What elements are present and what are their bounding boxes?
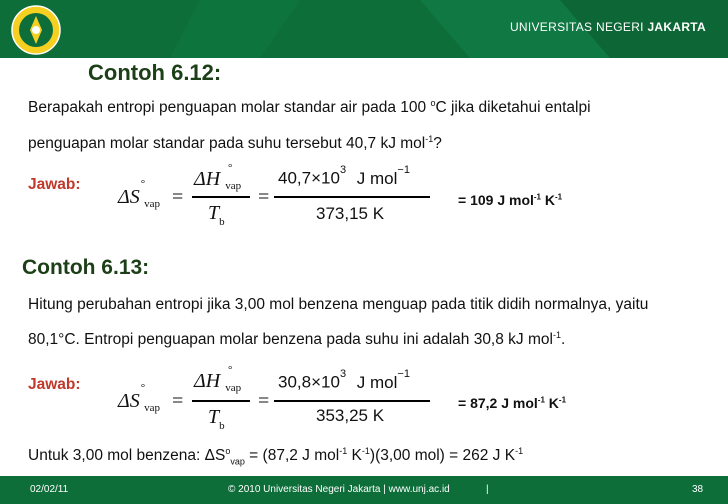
eq2-numerator-unit: J mol — [356, 372, 398, 392]
footer-separator: | — [486, 484, 489, 495]
example-2-title: Contoh 6.13: — [22, 256, 150, 279]
final-sup: o — [225, 446, 231, 456]
example-1-question-line-1 — [28, 98, 591, 117]
q1-text-b: C jika diketahui entalpi — [435, 99, 591, 117]
eq2-numerator-exp: 3 — [339, 368, 347, 380]
eq1-numerator — [278, 164, 410, 189]
final-sup2: -1 — [339, 446, 348, 456]
eq2-numerator — [278, 368, 410, 393]
final-sub: vap — [230, 456, 245, 467]
q1-line2-b: ? — [433, 135, 442, 153]
eq1-equals-2: = — [258, 186, 270, 208]
eq1-fraction-line-left — [192, 196, 250, 198]
eq2-result-sup1: -1 — [537, 395, 545, 405]
example-1-question-line-2 — [28, 134, 442, 153]
eq2-result-b: K — [544, 395, 559, 411]
final-b: = (87,2 J mol — [244, 447, 340, 465]
eq1-t-symbol: T — [208, 202, 220, 224]
footer-copyright: © 2010 Universitas Negeri Jakarta | www.unj.ac.id — [228, 484, 450, 495]
example-2-answer-label: Jawab: — [28, 376, 81, 393]
eq2-result-a: = 87,2 J mol — [458, 395, 538, 411]
final-d: )(3,00 mol) = 262 J K — [369, 447, 516, 465]
eq1-delta-s — [118, 178, 170, 210]
q2-line2-b: . — [560, 331, 566, 349]
eq1-numerator-value: 40,7×10 — [278, 168, 340, 188]
eq1-denominator: 373,15 K — [316, 204, 385, 223]
eq1-result-sup2: -1 — [555, 192, 563, 202]
eq1-dh-vap: vap — [225, 180, 242, 192]
q2-line2-sup: -1 — [552, 330, 561, 340]
q1-degree-sup: o — [430, 98, 436, 108]
eq2-dh-vap: vap — [225, 382, 242, 394]
example-1-title: Contoh 6.12: — [88, 60, 222, 85]
eq2-delta-s — [118, 382, 170, 414]
university-logo-icon — [2, 2, 72, 58]
eq1-result-sup1: -1 — [533, 192, 542, 202]
example-2-question-line-2 — [28, 330, 565, 349]
eq2-numerator-value: 30,8×10 — [278, 372, 340, 392]
eq1-dh-circle: ° — [228, 162, 233, 174]
header-banner — [0, 0, 728, 58]
q1-line2-sup: -1 — [425, 134, 434, 144]
eq2-t-sub-b: b — [219, 420, 225, 432]
eq2-dh-circle: ° — [228, 364, 233, 376]
footer-page-number: 38 — [692, 484, 704, 495]
eq2-t-symbol: T — [208, 406, 220, 428]
example-2-question-line-1: Hitung perubahan entropi jika 3,00 mol benzena menguap pada titik didih normalnya, yaitu — [28, 296, 649, 313]
eq1-ds-circle: ° — [140, 178, 146, 191]
eq1-tb — [208, 202, 225, 228]
eq1-delta-h-symbol: ΔH — [194, 168, 221, 190]
eq2-equals-2: = — [258, 390, 270, 412]
eq2-result — [458, 395, 566, 411]
eq1-numerator-exp: 3 — [339, 164, 347, 176]
eq1-numerator-unit-exp: −1 — [397, 164, 410, 176]
final-a: Untuk 3,00 mol benzena: ΔS — [28, 447, 226, 465]
eq1-equals-1: = — [172, 186, 184, 208]
university-name-bold: JAKARTA — [647, 20, 706, 34]
eq1-result-b: K — [541, 192, 556, 208]
eq1-delta-h — [194, 162, 242, 192]
eq2-delta-h — [194, 364, 242, 394]
final-sup4: -1 — [515, 446, 524, 456]
eq2-numerator-unit-exp: −1 — [397, 368, 410, 380]
footer-bar — [0, 476, 728, 504]
q2-line2-a: 80,1°C. Entropi penguapan molar benzena pada suhu ini adalah 30,8 kJ mol — [28, 331, 553, 349]
eq1-numerator-unit: J mol — [356, 168, 398, 188]
eq1-ds-vap: vap — [144, 198, 161, 210]
eq2-fraction-line-left — [192, 400, 250, 402]
university-name-regular: UNIVERSITAS NEGERI — [509, 20, 648, 34]
final-calculation — [28, 446, 523, 466]
eq2-delta-s-symbol: ΔS — [118, 390, 140, 412]
q1-text-a: Berapakah entropi penguapan molar standar air pada 100 — [28, 99, 431, 117]
eq2-tb — [208, 406, 225, 432]
university-name — [510, 20, 706, 34]
eq2-ds-circle: ° — [140, 382, 146, 395]
final-c: K — [347, 447, 362, 465]
footer-date: 02/02/11 — [30, 484, 69, 495]
eq1-delta-s-symbol: ΔS — [118, 186, 140, 208]
eq2-delta-h-symbol: ΔH — [194, 370, 221, 392]
eq2-ds-vap: vap — [144, 402, 161, 414]
eq1-t-sub-b: b — [219, 216, 225, 228]
eq1-result — [458, 192, 562, 208]
example-1-answer-label: Jawab: — [28, 176, 81, 193]
eq2-equals-1: = — [172, 390, 184, 412]
eq1-result-a: = 109 J mol — [458, 192, 534, 208]
eq2-result-sup2: -1 — [558, 395, 567, 405]
eq1-fraction-line-right — [274, 196, 430, 198]
eq2-denominator: 353,25 K — [316, 406, 385, 425]
eq2-fraction-line-right — [274, 400, 430, 402]
q1-line2-a: penguapan molar standar pada suhu tersebut 40,7 kJ mol — [28, 135, 426, 153]
final-sup3: -1 — [361, 446, 370, 456]
